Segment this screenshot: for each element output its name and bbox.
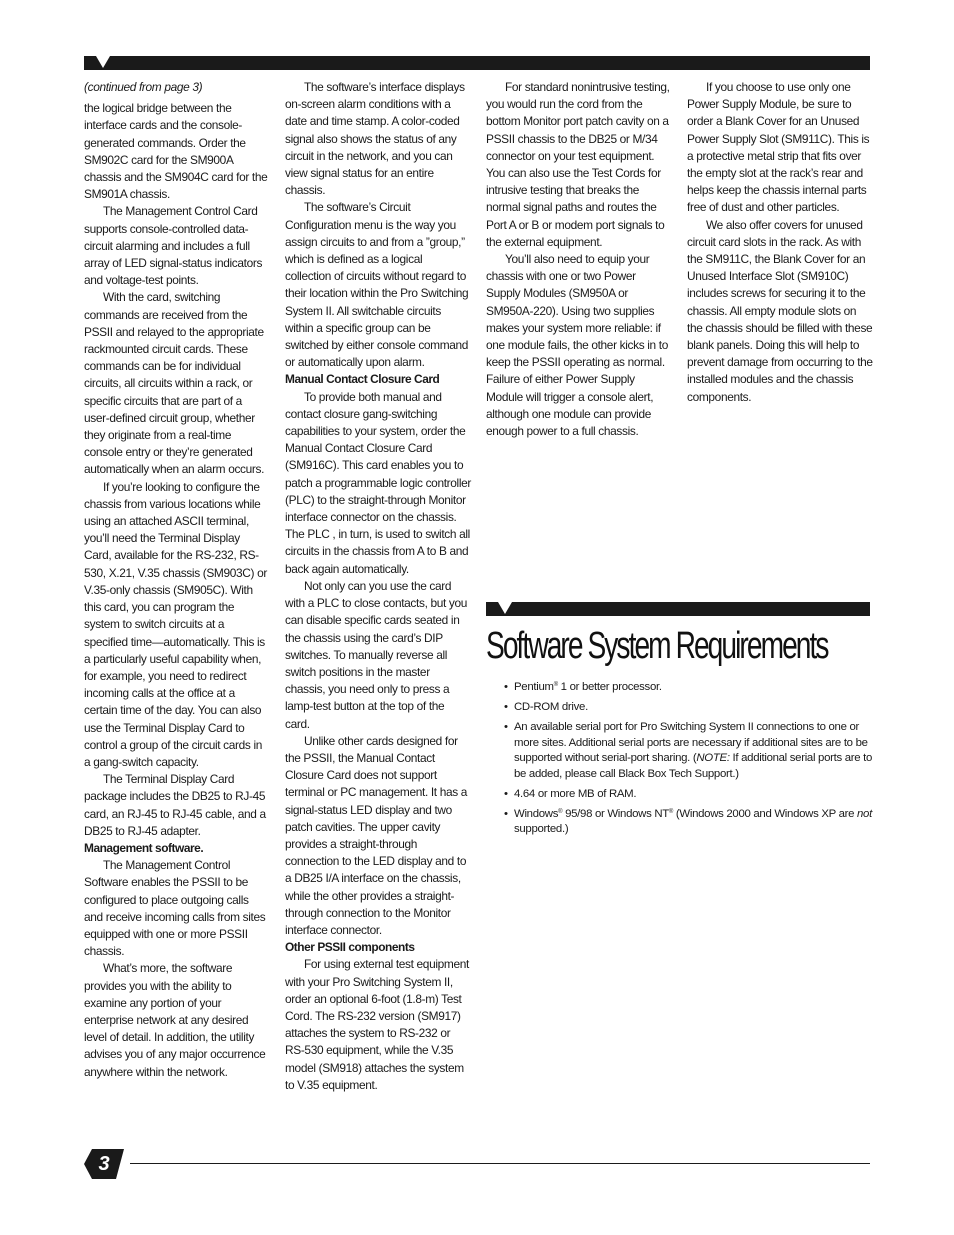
bullet: • xyxy=(504,681,508,693)
item-text: If additional serial ports are to be added, please call Black Box Tech Support.) xyxy=(514,752,873,780)
column-2 xyxy=(285,79,471,1094)
paragraph: The Management Control Card supports console-controlled data-circuit alarming and includes a full array of LED signal-status indicators and voltage-test points. xyxy=(84,204,263,288)
paragraph: If you’re looking to configure the chassis from various locations while using an attached ASCII terminal, you’ll need the Terminal Display Card, available for the RS-232, RS-530, X.21, V.35 chassis (SM903C) or V.35-only chassis (SM905C). With this card, you can program the system to switch circuits at a specified time—automatically. This is a particularly useful capability when, for example, you need to redirect incoming calls at the office at a certain time of the day. You can also use the Terminal Display Card to control a group of the circuit cards in a gang-switch capacity. xyxy=(84,479,267,769)
emphasis: not xyxy=(857,807,872,820)
registered-mark: ® xyxy=(553,682,558,688)
paragraph: What’s more, the software provides you with the ability to examine any portion of your enterprise network at any desired level of detail. In addition, the utility advises you of any major occurrence anywhere within the network. xyxy=(84,961,266,1079)
paragraph: Unlike other cards designed for the PSSII, the Manual Contact Closure Card does not support terminal or PC management. It has a signal-status LED display and two patch cavities. The upper cavity provides a straight-through connection to the LED display and to a DB25 I/A interface on the chassis, while the other provides a straight-through connection to the Monitor interface connector. xyxy=(285,733,468,937)
paragraph: You’ll also need to equip your chassis with one or two Power Supply Modules (SM950A or SM950A-220). Using two supplies makes your system more reliable: if one module fails, the other kicks in to keep the PSSII operating as normal. Failure of either Power Supply Module will trigger a console alert, although one module can provide enough power to a full chassis. xyxy=(486,252,668,439)
bullet: • xyxy=(504,700,508,713)
paragraph: For standard nonintrusive testing, you would run the cord from the bottom Monitor port patch cavity on a PSSII chassis to the DB25 or M/34 connector on your test equipment. You can also use the Test Cords for intrusive testing that breaks the normal signal paths and routes the Port A or B or modem port signals to the external equipment. xyxy=(486,80,670,249)
section-rule-notch xyxy=(498,602,512,614)
top-rule xyxy=(84,56,870,70)
item-text: 1 or better processor. xyxy=(557,681,662,693)
paragraph: The software’s interface displays on-screen alarm conditions with a date and time stamp. A color-coded signal also shows the status of any circuit in the network, and you can view signal status for an entire chassis. xyxy=(285,80,465,198)
section-rule xyxy=(486,602,870,616)
paragraph: the logical bridge between the interface cards and the console-generated commands. Order the SM902C card for the SM900A chassis and the SM904C card for the SM901A chassis. xyxy=(84,101,268,202)
bullet: • xyxy=(504,720,508,733)
list-item xyxy=(504,807,874,838)
item-text: 4.64 or more MB of RAM. xyxy=(514,787,637,800)
paragraph: The Terminal Display Card package includes the DB25 to RJ-45 card, an RJ-45 to RJ-45 cable, and a DB25 to RJ-45 adapter. xyxy=(84,772,266,838)
registered-mark: ® xyxy=(558,808,563,815)
column-4 xyxy=(687,79,873,406)
section-heading: Other PSSII components xyxy=(285,940,415,955)
paragraph: We also offer covers for unused circuit card slots in the rack. As with the SM911C, the Blank Cover for an Unused Interface Slot (SM910C) includes screws for securing it to the chassis. All empty module slots on the chassis should be filled with these blank panels. Doing this will help to prevent damage from occurring to the installed modules and the chassis components. xyxy=(687,217,873,404)
list-item xyxy=(504,787,874,803)
paragraph: The software’s Circuit Configuration menu is the way you assign circuits to and from a ”group,” which is defined as a logical collection of circuits without regard to their location within the Pro Switching System II. All switchable circuits within a specific group can be switched by either console command or automatically upon alarm. xyxy=(285,200,469,370)
page-number: 3 xyxy=(98,1153,110,1175)
item-text: 95/98 or Windows NT xyxy=(562,807,669,820)
footer-rule xyxy=(130,1163,870,1164)
section-heading: Management software. xyxy=(84,840,204,855)
column-1 xyxy=(84,79,270,1081)
paragraph: To provide both manual and contact closure gang-switching capabilities to your system, order the Manual Contact Closure Card (SM916C). This card enables you to patch a programmable logic controller (PLC) to the straight-through Monitor interface connector on the chassis. The PLC , in turn, is used to switch all circuits in the chassis from A to B and back again automatically. xyxy=(285,389,471,576)
item-text: supported.) xyxy=(514,823,569,836)
item-text: Pentium xyxy=(514,681,554,693)
section-title: Software System Requirements xyxy=(486,625,828,667)
paragraph: If you choose to use only one Power Supply Module, be sure to order a Blank Cover for an Unused Power Supply Slot (SM911C). This is a protective metal strip that fits over the empty slot at the rack’s rear and helps keep the chassis internal parts free of dust and other particles. xyxy=(687,80,870,215)
bullet: • xyxy=(504,787,508,800)
item-text: Windows xyxy=(514,807,559,820)
list-item xyxy=(504,680,874,696)
continued-note: (continued from page 3) xyxy=(84,80,203,94)
list-item xyxy=(504,720,874,782)
top-rule-notch xyxy=(96,56,110,68)
bullet: • xyxy=(504,807,508,820)
paragraph: The Management Control Software enables the PSSII to be configured to place outgoing calls and receive incoming calls from sites equipped with one or more PSSII chassis. xyxy=(84,858,266,959)
section-heading: Manual Contact Closure Card xyxy=(285,372,440,387)
registered-mark: ® xyxy=(668,808,674,815)
item-text: CD-ROM drive. xyxy=(514,700,588,713)
paragraph: For using external test equipment with your Pro Switching System II, order an optional 6-foot (1.8-m) Test Cord. The RS-232 version (SM917) attaches the system to RS-232 or RS-530 equipment, while the V.35 model (SM918) attaches the system to V.35 equipment. xyxy=(285,957,469,1092)
item-text: (Windows 2000 and Windows XP are xyxy=(673,807,858,820)
list-item xyxy=(504,700,874,716)
paragraph: With the card, switching commands are received from the PSSII and relayed to the appropriate rackmounted circuit cards. These commands can be for individual circuits, all circuits within a rack, or specific circuits that are part of a user-defined circuit group, whether they originate from a real-time console entry or they’re generated automatically when an alarm occurs. xyxy=(84,290,265,477)
column-3 xyxy=(486,79,672,440)
note-label: NOTE: xyxy=(696,752,730,765)
requirements-list xyxy=(504,680,874,842)
paragraph: Not only can you use the card with a PLC to close contacts, but you can disable specific cards seated in the chassis using the card’s DIP switches. To manually reverse all switch positions in the master chassis, you need only to press a lamp-test button at the top of the card. xyxy=(285,578,468,731)
item-text: An available serial port for Pro Switching System II connections to one or more sites. Additional serial ports are necessary if additional sites are to be supported without serial-port sharing. ( xyxy=(514,720,868,765)
